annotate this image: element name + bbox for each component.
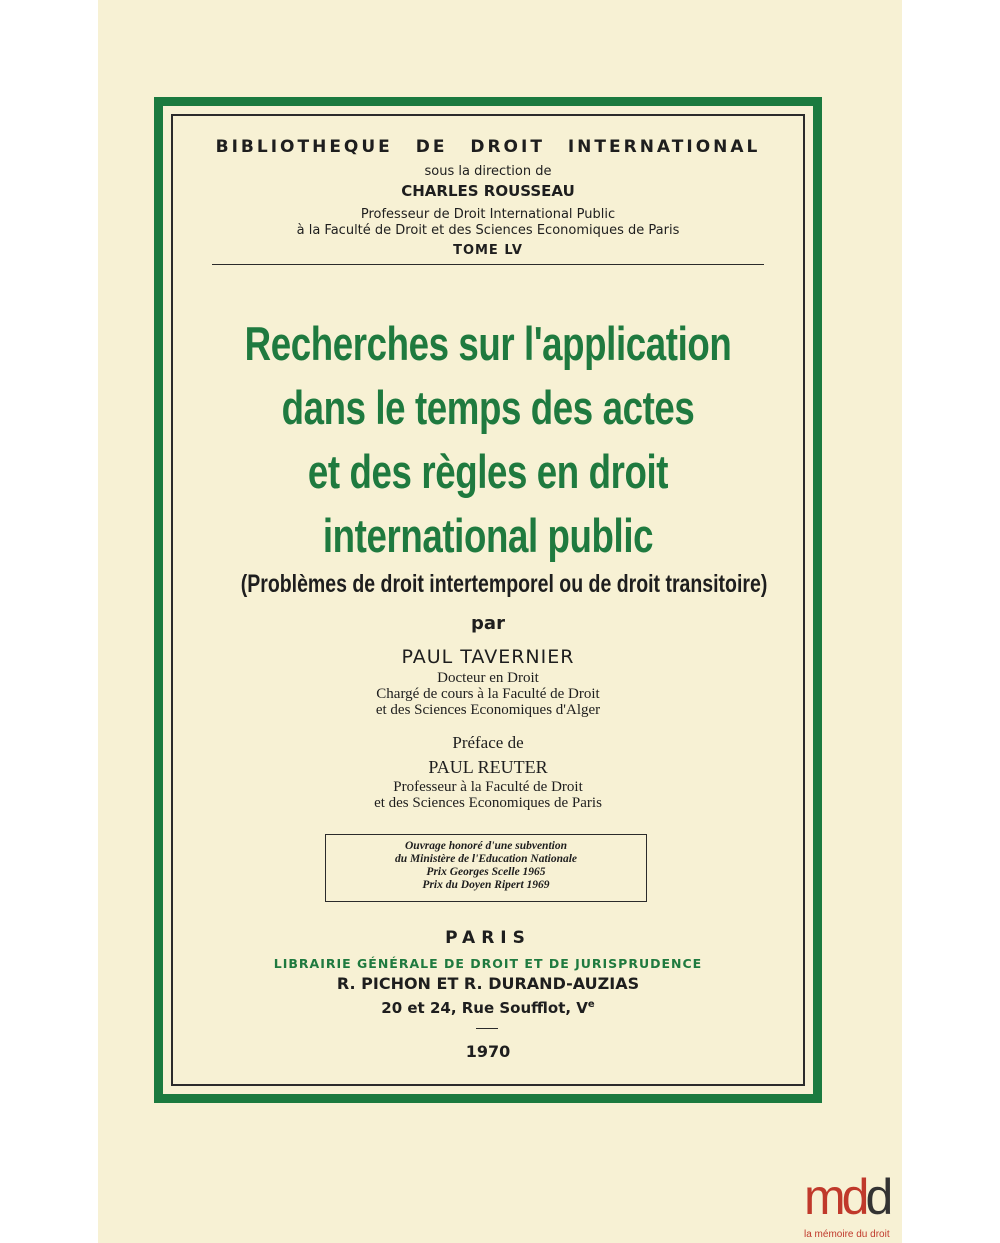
honor-line: Ouvrage honoré d'une subvention — [405, 840, 567, 852]
preface-label: Préface de — [452, 733, 524, 752]
watermark-logo — [804, 1169, 904, 1243]
editor-affiliation: à la Faculté de Droit et des Sciences Economiques de Paris — [296, 223, 680, 238]
book-title-line: international public — [322, 509, 654, 562]
mdd-logo: mdd — [804, 1169, 890, 1225]
honor-line: Prix Georges Scelle 1965 — [426, 866, 546, 878]
editor-title: Professeur de Droit International Public — [360, 207, 616, 222]
publication-city: PARIS — [445, 928, 531, 948]
watermark-tagline: la mémoire du droit — [804, 1229, 890, 1240]
publisher-name: LIBRAIRIE GÉNÉRALE DE DROIT ET DE JURISPRUDENCE — [273, 956, 703, 971]
editor-name: CHARLES ROUSSEAU — [401, 182, 575, 200]
author-title: et des Sciences Economiques d'Alger — [375, 702, 601, 718]
book-title-line: et des règles en droit — [307, 445, 669, 498]
tome-number: TOME LV — [453, 243, 523, 258]
header-divider — [212, 264, 764, 265]
preface-author-title: et des Sciences Economiques de Paris — [374, 795, 602, 811]
honor-line: du Ministère de l'Education Nationale — [394, 853, 578, 865]
publisher-address: 20 et 24, Rue Soufflot, Ve — [381, 999, 595, 1017]
book-title-line: dans le temps des actes — [281, 381, 695, 434]
preface-author-name: PAUL REUTER — [428, 757, 548, 777]
book-subtitle: (Problèmes de droit intertemporel ou de droit transitoire) — [240, 570, 768, 598]
publication-year: 1970 — [465, 1042, 511, 1061]
author-name: PAUL TAVERNIER — [401, 646, 575, 668]
author-title: Docteur en Droit — [437, 670, 539, 686]
publisher-owners: R. PICHON ET R. DURAND-AUZIAS — [336, 974, 640, 993]
direction-note: sous la direction de — [424, 164, 552, 179]
author-title: Chargé de cours à la Faculté de Droit — [376, 686, 600, 702]
honor-line: Prix du Doyen Ripert 1969 — [422, 879, 550, 891]
year-divider — [476, 1028, 498, 1029]
book-title-line: Recherches sur l'application — [244, 317, 732, 370]
by-label: par — [471, 613, 505, 634]
preface-author-title: Professeur à la Faculté de Droit — [393, 779, 583, 795]
series-title: BIBLIOTHEQUE DE DROIT INTERNATIONAL — [215, 137, 761, 157]
